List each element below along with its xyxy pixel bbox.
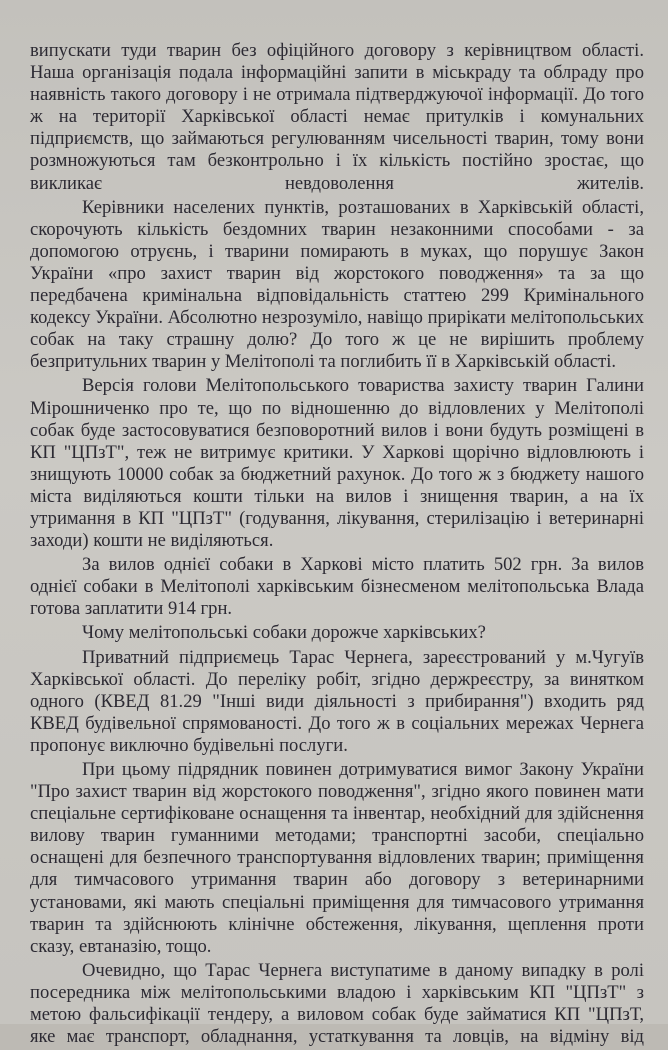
paragraph-4: За вилов однієї собаки в Харкові місто платить 502 грн. За вилов однієї собаки в Мелітополі харківським бізнесменом мелітопольська Влада готова заплатити 914 грн. <box>30 554 644 620</box>
paragraph-5: Чому мелітопольські собаки дорожче харківських? <box>82 622 486 644</box>
paragraph-3: Версія голови Мелітопольського товариства захисту тварин Галини Мірошниченко про те, що по відношенню до відловлених у Мелітополі собак буде застосовуватися безповоротний вилов і вони будуть розміщені в КП "ЦПзТ", теж не витримує критики. У Харкові щорічно відловлюють і знищують 10000 собак за бюджетний рахунок. До того ж з бюджету нашого міста виділяються кошти тільки на вилов і знищення тварин, а на їх утримання в КП "ЦПзТ" (годування, лікування, стерилізацію і ветеринарні заходи) кошти не виділяються. <box>30 375 644 552</box>
paragraph-2: Керівники населених пунктів, розташованих в Харківській області, скорочують кількість бездомних тварин незаконними способами - за допомогою отруєнь, і тварини помирають в муках, що порушує Закон України «про захист тварин від жорстокого поводження» та за що передбачена кримінальна відповідальність статтею 299 Кримінального кодексу України. Абсолютно незрозуміло, навіщо прирікати мелітопольських собак на таку страшну долю? До того ж це не вирішить проблему безпритульних тварин у Мелітополі та поглибить її в Харківській області. <box>30 196 644 373</box>
paragraph-1: випускати туди тварин без офіційного договору з керівництвом області. Наша організація подала інформаційні запити в міськраду та облраду про наявність такого договору і не отримала підтверджуючої інформації. До того ж на території Харківської області немає притулків і комунальних підприємств, що займаються регулюванням чисельності тварин, тому вони розмножуються там безконтрольно і їх кількість постійно зростає, що викликає невдоволення жителів. <box>30 40 644 194</box>
paragraph-6: Приватний підприємець Тарас Чернега, зареєстрований у м.Чугуїв Харківської області. До переліку робіт, згідно держреєстру, за винятком одного (КВЕД 81.29 "Інші види діяльності з прибирання") входить ряд КВЕД будівельної спрямованості. До того ж в соціальних мережах Чернега пропонує виключно будівельні послуги. <box>30 646 644 756</box>
document-body <box>30 40 644 1050</box>
paragraph-8: Очевидно, що Тарас Чернега виступатиме в даному випадку в ролі посередника між мелітопольськими владою і харківським КП "ЦПзТ" з метою фальсифікації тендеру, а виловом собак буде займатися КП "ЦПзТ, яке має транспорт, обладнання, устаткування та ловців, на відміну від <box>30 959 644 1048</box>
paragraph-7: При цьому підрядник повинен дотримуватися вимог Закону України "Про захист тварин від жорстокого поводження", згідно якого повинен мати спеціальне сертифіковане оснащення та інвентар, необхідний для здійснення вилову тварин гуманними методами; транспортні засоби, спеціально оснащені для безпечного транспортування відловлених тварин; приміщення для тимчасового утримання тварин або договору з ветеринарними установами, які мають спеціальні приміщення для тимчасового утримання тварин та здійснюють клінічне обстеження, лікування, щеплення проти сказу, евтаназію, тощо. <box>30 759 644 957</box>
